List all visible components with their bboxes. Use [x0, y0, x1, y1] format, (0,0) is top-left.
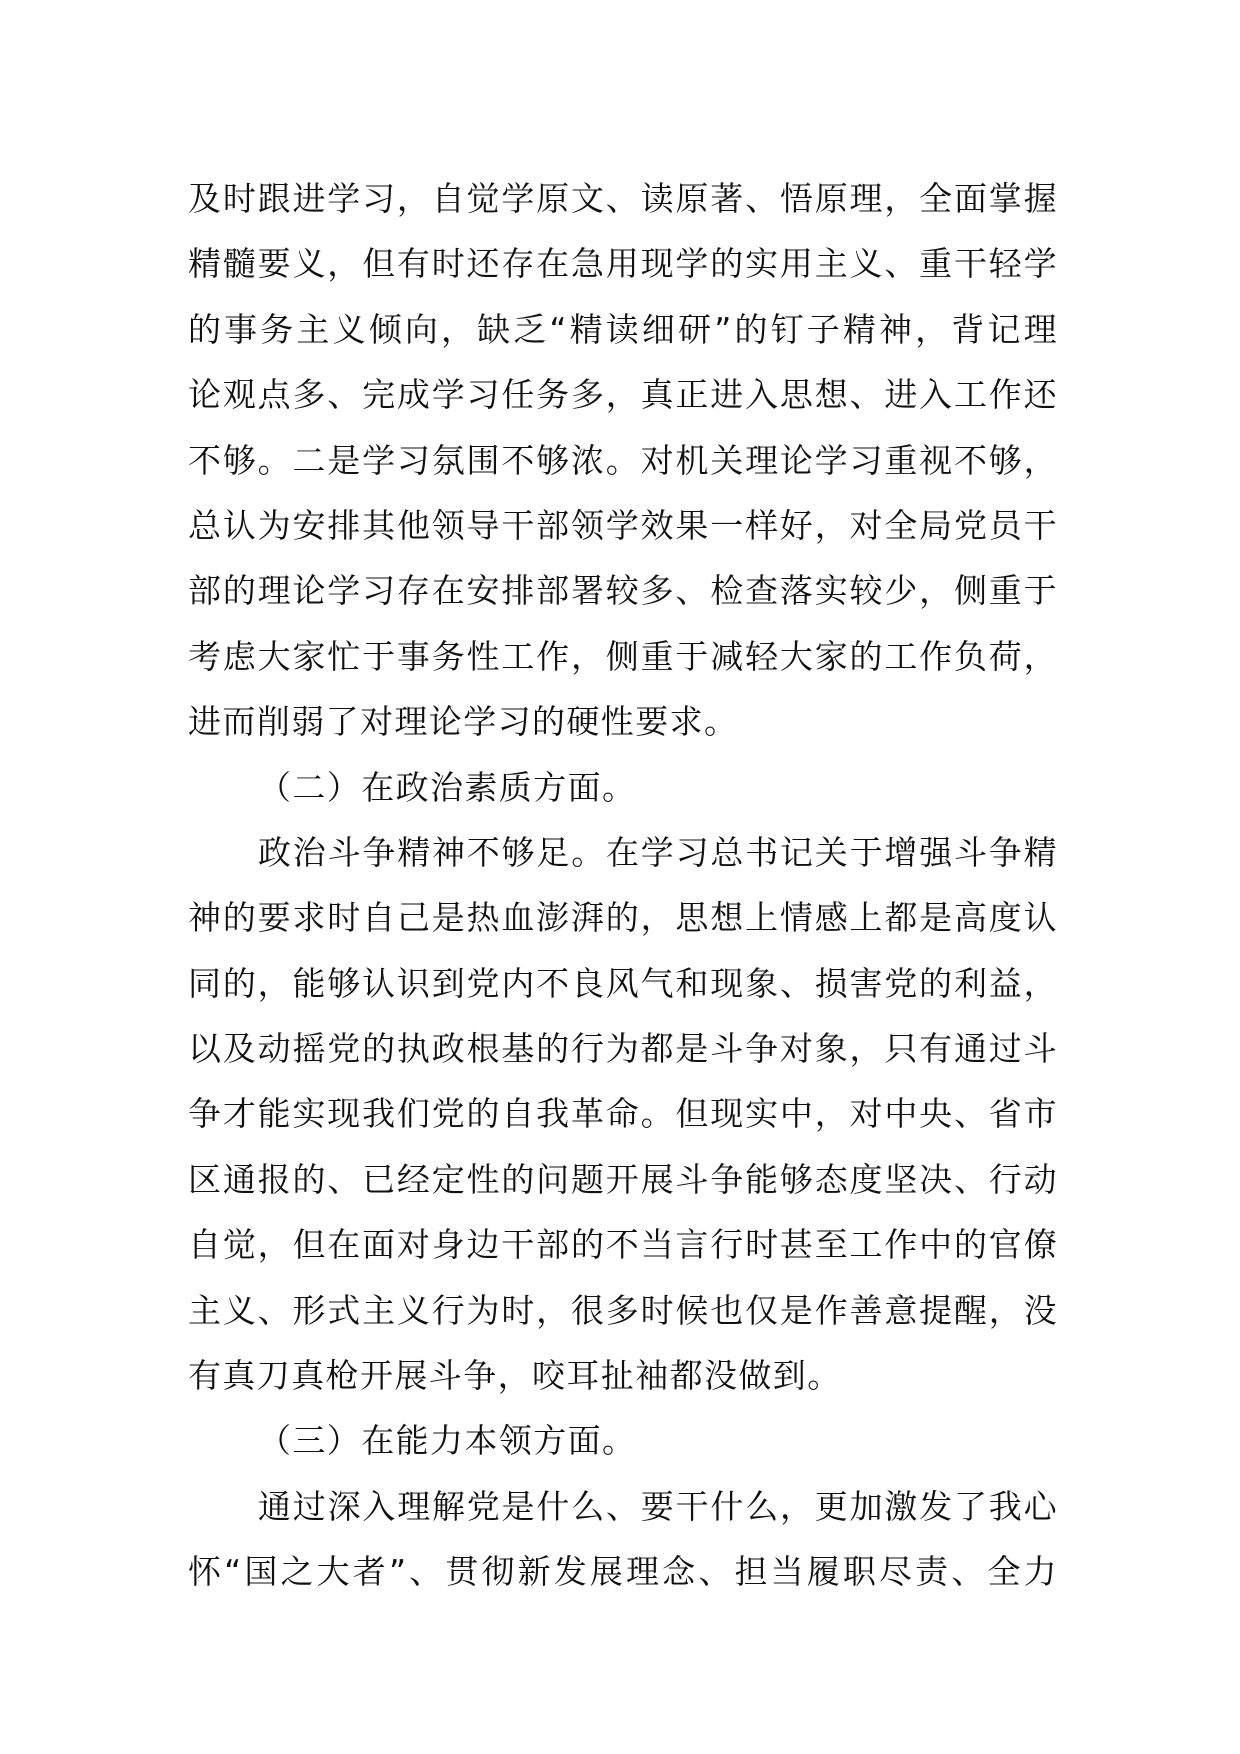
body-line: 争才能实现我们党的自我革命。但现实中，对中央、省市	[188, 1094, 1058, 1134]
paragraph-first-line: 通过深入理解党是什么、要干什么，更加激发了我心	[258, 1486, 1058, 1526]
body-line: 部的理论学习存在安排部署较多、检查落实较少，侧重于	[188, 571, 1058, 611]
body-line: 考虑大家忙于事务性工作，侧重于减轻大家的工作负荷，	[188, 636, 1058, 676]
body-line: 及时跟进学习，自觉学原文、读原著、悟原理，全面掌握	[188, 179, 1058, 218]
paragraph-first-line: 政治斗争精神不够足。在学习总书记关于增强斗争精	[258, 832, 1058, 872]
body-line: 有真刀真枪开展斗争，咬耳扯袖都没做到。	[188, 1356, 842, 1396]
body-line: 怀“国之大者”、贯彻新发展理念、担当履职尽责、全力	[188, 1552, 1058, 1592]
body-line: 主义、形式主义行为时，很多时候也仅是作善意提醒，没	[188, 1290, 1058, 1330]
section-heading: （二）在政治素质方面。	[258, 767, 637, 807]
section-heading: （三）在能力本领方面。	[258, 1421, 637, 1461]
body-line: 神的要求时自己是热血澎湃的，思想上情感上都是高度认	[188, 898, 1058, 938]
body-line: 区通报的、已经定性的问题开展斗争能够态度坚决、行动	[188, 1159, 1058, 1199]
body-line: 的事务主义倾向，缺乏“精读细研”的钉子精神，背记理	[188, 309, 1058, 349]
document-body	[188, 166, 1058, 1605]
body-line: 精髓要义，但有时还存在急用现学的实用主义、重干轻学	[188, 244, 1058, 284]
body-line: 不够。二是学习氛围不够浓。对机关理论学习重视不够，	[188, 440, 1058, 480]
body-line: 进而削弱了对理论学习的硬性要求。	[188, 702, 739, 742]
body-line: 以及动摇党的执政根基的行为都是斗争对象，只有通过斗	[188, 1029, 1058, 1069]
body-line: 同的，能够认识到党内不良风气和现象、损害党的利益，	[188, 963, 1058, 1003]
body-line: 论观点多、完成学习任务多，真正进入思想、进入工作还	[188, 375, 1058, 415]
body-line: 自觉，但在面对身边干部的不当言行时甚至工作中的官僚	[188, 1225, 1058, 1265]
body-line: 总认为安排其他领导干部领学效果一样好，对全局党员干	[188, 505, 1058, 545]
